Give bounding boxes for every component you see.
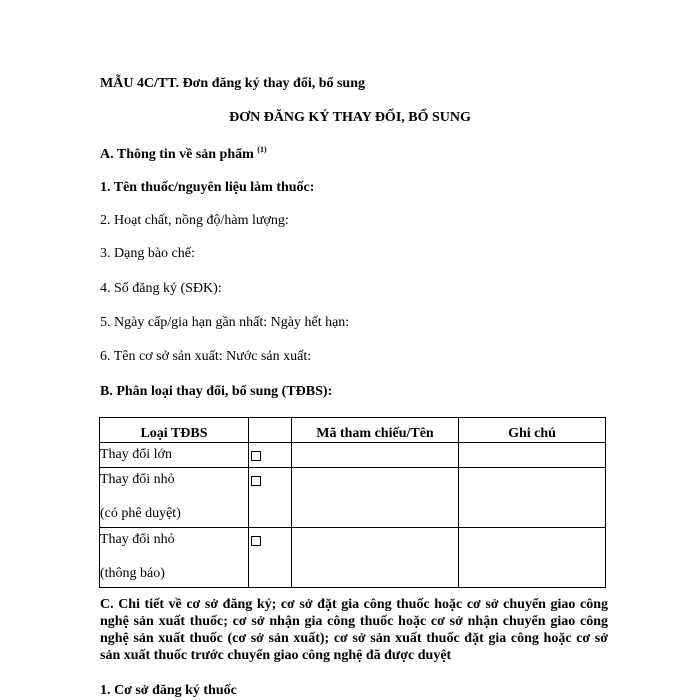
row-label-line1: Thay đổi lớn [100, 447, 172, 462]
row-label [100, 528, 249, 588]
checkbox[interactable] [251, 451, 261, 461]
table-row [100, 468, 606, 528]
row-label-line2: (thông báo) [100, 566, 165, 581]
table-row [100, 443, 606, 468]
footnote-marker: (1) [257, 145, 267, 154]
field-manufacturer: 6. Tên cơ sở sản xuất: Nước sản xuất: [100, 349, 312, 364]
row-label-line1: Thay đổi nhỏ [100, 532, 175, 547]
row-label [100, 468, 249, 528]
c1-registrant: 1. Cơ sở đăng ký thuốc [100, 683, 237, 698]
checkbox[interactable] [251, 476, 261, 486]
section-a-label: A. Thông tin về sản phẩm [100, 147, 254, 162]
field-active-ingredient: 2. Hoạt chất, nồng độ/hàm lượng: [100, 213, 289, 228]
section-c-title: C. Chi tiết về cơ sở đăng ký; cơ sở đặt gia công thuốc hoặc cơ sở chuyển giao công nghệ sản xuất thuốc; cơ sở nhận gia công thuốc hoặc cơ sở nhận chuyển giao công nghệ sản xuất thuốc (cơ sở sản xuất); cơ sở sản xuất thuốc đặt gia công hoặc cơ sở sản xuất thuốc trước chuyển giao công nghệ đã được duyệt [100, 597, 608, 663]
row-checkbox-cell [249, 468, 292, 528]
header-reference: Mã tham chiếu/Tên [292, 418, 459, 443]
form-title: ĐƠN ĐĂNG KÝ THAY ĐỔI, BỔ SUNG [229, 110, 471, 125]
field-product-name: 1. Tên thuốc/nguyên liệu làm thuốc: [100, 180, 315, 195]
checkbox[interactable] [251, 536, 261, 546]
form-code: MẪU 4C/TT. Đơn đăng ký thay đổi, bổ sung [100, 76, 366, 91]
row-checkbox-cell [249, 443, 292, 468]
field-issue-date: 5. Ngày cấp/gia hạn gần nhất: Ngày hết hạn: [100, 315, 350, 330]
notes-cell[interactable] [459, 468, 606, 528]
row-label-line2: (có phê duyệt) [100, 506, 181, 521]
header-notes: Ghi chú [459, 418, 606, 443]
section-a-title [100, 145, 267, 163]
section-b-title: B. Phân loại thay đổi, bổ sung (TĐBS): [100, 384, 333, 399]
field-registration-number: 4. Số đăng ký (SĐK): [100, 281, 222, 296]
table-row [100, 528, 606, 588]
field-dosage-form: 3. Dạng bào chế: [100, 246, 195, 261]
notes-cell[interactable] [459, 528, 606, 588]
header-checkbox [249, 418, 292, 443]
reference-cell[interactable] [292, 468, 459, 528]
row-label [100, 443, 249, 468]
change-type-table [99, 417, 606, 588]
notes-cell[interactable] [459, 443, 606, 468]
header-change-type: Loại TĐBS [100, 418, 249, 443]
reference-cell[interactable] [292, 443, 459, 468]
row-label-line1: Thay đổi nhỏ [100, 472, 175, 487]
reference-cell[interactable] [292, 528, 459, 588]
table-header-row [100, 418, 606, 443]
row-checkbox-cell [249, 528, 292, 588]
